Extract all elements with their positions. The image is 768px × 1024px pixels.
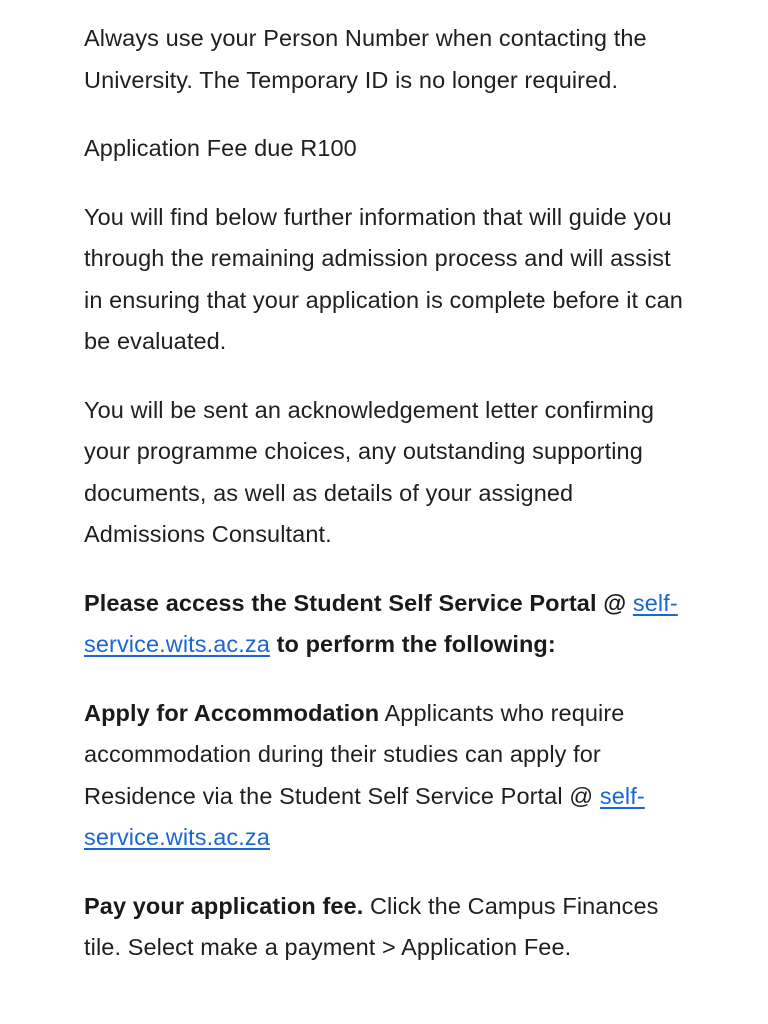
acknowledgement-paragraph: You will be sent an acknowledgement letter confirming your programme choices, any outstanding supporting documents, as well as details of your assigned Admissions Consultant. [84, 396, 655, 547]
accommodation-paragraph [84, 693, 694, 859]
email-body [84, 18, 694, 996]
accommodation-text: Applicants who require accommodation during their studies can apply for Residence via the Student Self Service Portal @ [84, 699, 625, 809]
self-service-portal-link[interactable]: self-service.wits.ac.za [84, 589, 678, 657]
pay-fee-text: Click the Campus Finances tile. Select make a payment > Application Fee. [84, 892, 659, 960]
pay-fee-paragraph [84, 886, 694, 969]
pay-fee-heading: Pay your application fee. [84, 892, 364, 919]
accommodation-heading: Apply for Accommodation [84, 699, 380, 726]
person-number-note: Always use your Person Number when contacting the University. The Temporary ID is no longer required. [84, 25, 647, 93]
portal-access-tail: to perform the following: [269, 631, 556, 657]
portal-access-paragraph [84, 583, 694, 666]
accommodation-portal-link[interactable]: self-service.wits.ac.za [84, 782, 645, 850]
application-fee-note: Application Fee due R100 [84, 135, 357, 161]
guide-info-paragraph: You will find below further information that will guide you through the remaining admission process and will assist in ensuring that your application is complete before it can be evaluated. [84, 203, 683, 354]
portal-access-lead: Please access the Student Self Service Portal @ [84, 589, 633, 616]
